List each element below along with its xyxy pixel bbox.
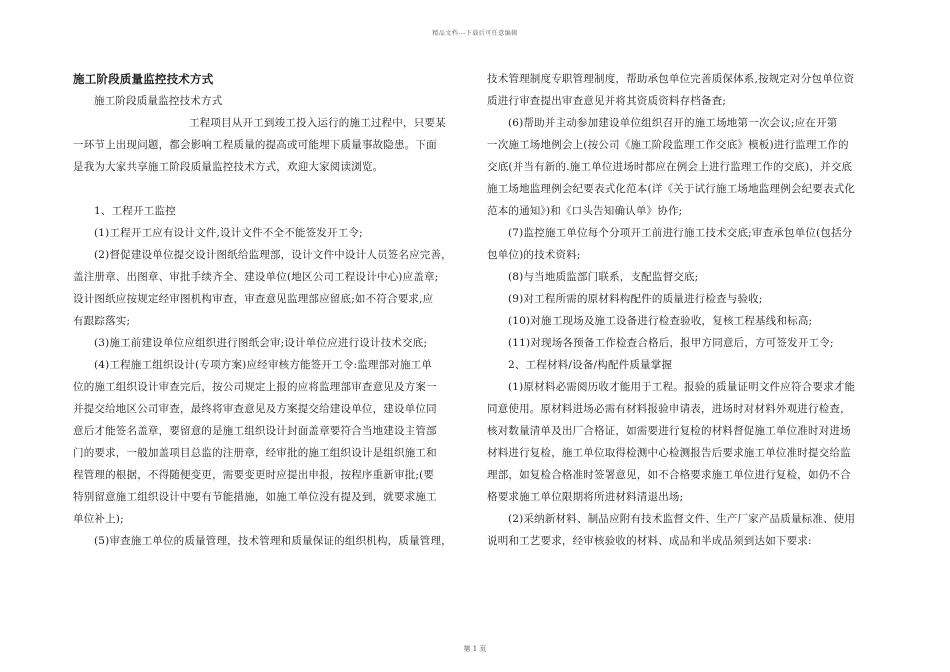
paragraph-line: 说明和工艺要求，经审核验收的材料、成品和半成品须到达如下要求: (487, 535, 812, 547)
paragraph-line: (6)帮助并主动参加建设单位组织召开的施工场地第一次会议;应在开第 (508, 117, 838, 129)
paragraph-line: 工程项目从开工到竣工投入运行的施工过程中，只要某 (189, 117, 446, 129)
paragraph-line: 技术管理制度专职管理制度，帮助承包单位完善质保体系,按规定对分包单位资 (487, 73, 855, 85)
paragraph-line: 一次施工场地例会上(按公司《施工阶段监理工作交底》模板)进行监理工作的 (487, 139, 849, 151)
paragraph-line: 是我为大家共享施工阶段质量监控技术方式，欢迎大家阅读浏览。 (73, 161, 384, 173)
paragraph-line: 一环节上出现问题，都会影响工程质量的提高或可能埋下质量事故隐患。下面 (73, 139, 437, 151)
section-heading: 1、工程开工监控 (94, 205, 176, 217)
paragraph-line: 质进行审查提出审查意见并将其资质资料存档备査; (487, 95, 727, 107)
paragraph-line: (3)施工前建设单位应组织进行图纸会审;设计单位应进行设计技术交底; (94, 337, 428, 349)
document-title: 施工阶段质量监控技术方式 (73, 72, 214, 86)
paragraph-line: 施工场地监理例会纪要表式化范本(详《关于试行施工场地监理例会纪要表式化 (487, 183, 856, 195)
paragraph-line: (1)原材料必需阅历收才能用于工程。报验的质量证明文件应符合要求才能 (508, 381, 856, 393)
paragraph-line: 设计图纸应按规定经审图机构审查，审查意见监理部应留底;如不符合要求,应 (73, 293, 434, 305)
paragraph-line: 并提交给地区公司审查，最终将审查意见及方案提交给建设单位，建设单位同 (73, 403, 437, 415)
paragraph-line: (9)对工程所需的原材料构配件的质量进行检查与验收; (508, 293, 763, 305)
paragraph-line: 程管理的根据，不得随便变更，需要变更时应提出申报，按程序重新审批;(要 (73, 469, 435, 481)
paragraph-line: 单位补上); (73, 513, 124, 525)
page-number: 第 1 页 (463, 645, 487, 653)
paragraph-line: 有跟踪落实; (73, 315, 131, 327)
paragraph-line: 同意使用。原材料进场必需有材料报验申请表，进场时对材料外观进行检查， (487, 403, 851, 415)
left-column (73, 68, 465, 552)
paragraph-line: (2)督促建设单位提交设计图纸给监理部，设计文件中设计人员签名应完善， (94, 249, 452, 261)
paragraph-line: 位的施工组织设计审查完后，按公司规定上报的应将监理部审查意见及方案一 (73, 381, 437, 393)
paragraph-line: (8)与当地质监部门联系，支配监督交底; (508, 271, 699, 283)
page-header-note: 精品文档---下载后可任意编辑 (432, 30, 518, 37)
paragraph-line: (2)采纳新材料、制品应附有技术监督文件、生产厂家产品质量标准、使用 (508, 513, 856, 525)
paragraph-line: 交底(并当有新的.施工单位进场时都应在例会上进行监理工作的交底)，并交底 (487, 161, 853, 173)
section-heading: 2、工程材料/设备/构配件质量掌握 (508, 359, 673, 371)
paragraph-line: 材料进行复检，施工单位取得检测中心检测报告后要求施工单位准时提交给监 (487, 447, 851, 459)
paragraph-line: (5)审查施工单位的质量管理，技术管理和质量保证的组织机构，质量管理， (94, 535, 452, 547)
paragraph-line: 盖注册章、出图章、审批手续齐全、建设单位(地区公司工程设计中心)应盖章; (73, 271, 439, 283)
paragraph-line: 核对数量清单及出厂合格证，如需要进行复检的材料督促施工单位准时对进场 (487, 425, 851, 437)
blank-line (73, 178, 465, 200)
paragraph-line: (7)监控施工单位每个分项开工前进行施工技术交底;审查承包单位(包括分 (508, 227, 853, 239)
right-column (487, 68, 879, 552)
paragraph-line: 门的要求，一般加盖项目总监的注册章，经审批的施工组织设计是组织施工和 (73, 447, 437, 459)
paragraph-line: 格要求施工单位限期将所进材料清退出场; (487, 491, 684, 503)
paragraph-line: 范本的通知》)和《口头告知确认单》协作; (487, 205, 683, 217)
paragraph-line: 包单位)的技术资料; (487, 249, 581, 261)
paragraph-line: (1)工程开工应有设计文件,设计文件不全不能签发开工令; (94, 227, 363, 239)
paragraph-line: 施工阶段质量监控技术方式 (94, 95, 223, 107)
paragraph-line: 特别留意施工组织设计中要有节能措施，如施工单位没有提及到，就要求施工 (73, 491, 437, 503)
paragraph-line: 理部，如复检合格准时签署意见，如不合格要求施工单位进行复检，如仍不合 (487, 469, 851, 481)
paragraph-line: (11)对现场各预备工作检查合格后，报甲方同意后，方可签发开工令; (508, 337, 834, 349)
paragraph-line: 意后才能签名盖章，要留意的是施工组织设计封面盖章要符合当地建设主管部 (73, 425, 437, 437)
paragraph-line: (10)对施工现场及施工设备进行检查验收，复核工程基线和标高; (508, 315, 813, 327)
paragraph-line: (4)工程施工组织设计(专项方案)应经审核方能签开工令:监理部对施工单 (94, 359, 433, 371)
